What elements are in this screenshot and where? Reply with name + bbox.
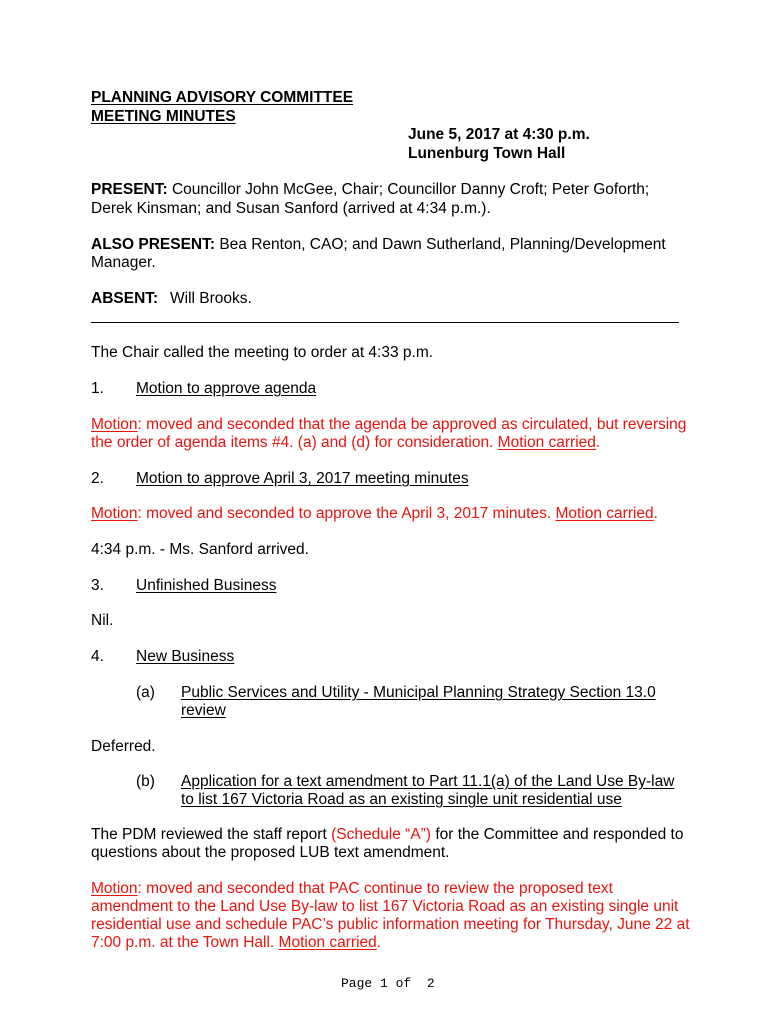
item-4a-label: (a) (136, 684, 155, 701)
motion-text: : moved and seconded that PAC continue to review the proposed text (137, 880, 613, 897)
paragraph-text: The PDM reviewed the staff report (91, 826, 332, 843)
separator-line (91, 322, 679, 323)
absent-label: ABSENT: (91, 290, 159, 307)
item-4a-title-2: review (181, 702, 226, 719)
motion-text: the order of agenda items #4. (a) and (d) for consideration. (91, 434, 498, 451)
motion-end: . (595, 434, 601, 451)
present-names-2: Derek Kinsman; and Susan Sanford (arrived at 4:34 p.m.). (91, 200, 491, 217)
also-present-names-2: Manager. (91, 254, 156, 271)
item-4b-motion-line-4 (91, 933, 381, 952)
present-line-1 (91, 180, 649, 199)
also-present-line-1 (91, 235, 666, 254)
item-4-number: 4. (91, 648, 104, 665)
item-4b-motion-line-3: residential use and schedule PAC’s public information meeting for Thursday, June 22 at (91, 916, 690, 933)
item-3-title: Unfinished Business (136, 577, 277, 594)
present-label: PRESENT: (91, 181, 168, 198)
motion-carried: Motion carried (555, 505, 654, 522)
item-1-motion-line-1 (91, 415, 686, 434)
absent-names: Will Brooks. (170, 290, 252, 307)
motion-carried: Motion carried (497, 434, 596, 451)
item-1-number: 1. (91, 380, 104, 397)
item-4b-motion-line-1 (91, 879, 613, 898)
minutes-title: MEETING MINUTES (91, 108, 236, 125)
item-4b-label: (b) (136, 773, 155, 790)
motion-end: . (376, 934, 382, 951)
item-4b-paragraph-line-1 (91, 825, 683, 844)
also-present-label: ALSO PRESENT: (91, 236, 216, 253)
present-names-1: Councillor John McGee, Chair; Councillor Danny Croft; Peter Goforth; (167, 181, 650, 198)
item-4-title: New Business (136, 648, 235, 665)
item-4b-paragraph-line-2: questions about the proposed LUB text amendment. (91, 844, 450, 861)
committee-title: PLANNING ADVISORY COMMITTEE (91, 89, 354, 106)
item-3-number: 3. (91, 577, 104, 594)
page-number: Page 1 of 2 (341, 976, 435, 991)
item-4b-motion-line-2: amendment to the Land Use By-law to list 167 Victoria Road as an existing single unit (91, 898, 679, 915)
paragraph-text: for the Committee and responded to (431, 826, 684, 843)
item-1-title: Motion to approve agenda (136, 380, 317, 397)
item-4b-title-1: Application for a text amendment to Part 11.1(a) of the Land Use By-law (181, 773, 675, 790)
meeting-location: Lunenburg Town Hall (408, 145, 566, 162)
motion-label: Motion (91, 416, 138, 433)
schedule-reference: (Schedule “A”) (331, 826, 432, 843)
motion-text: : moved and seconded to approve the April 3, 2017 minutes. (137, 505, 556, 522)
item-4a-body: Deferred. (91, 738, 156, 755)
motion-text: : moved and seconded that the agenda be approved as circulated, but reversing (137, 416, 687, 433)
motion-label: Motion (91, 880, 138, 897)
call-to-order: The Chair called the meeting to order at 4:33 p.m. (91, 344, 434, 361)
motion-text: 7:00 p.m. at the Town Hall. (91, 934, 279, 951)
item-2-title: Motion to approve April 3, 2017 meeting minutes (136, 470, 469, 487)
item-2-motion (91, 504, 658, 523)
meeting-date: June 5, 2017 at 4:30 p.m. (408, 126, 590, 143)
item-4a-title-1: Public Services and Utility - Municipal Planning Strategy Section 13.0 (181, 684, 656, 701)
item-3-body: Nil. (91, 612, 114, 629)
motion-label: Motion (91, 505, 138, 522)
item-4b-title-2: to list 167 Victoria Road as an existing single unit residential use (181, 791, 622, 808)
also-present-names-1: Bea Renton, CAO; and Dawn Sutherland, Planning/Development (215, 236, 666, 253)
motion-carried: Motion carried (278, 934, 377, 951)
item-1-motion-line-2 (91, 433, 600, 452)
motion-end: . (653, 505, 658, 522)
arrival-note: 4:34 p.m. - Ms. Sanford arrived. (91, 541, 309, 558)
item-2-number: 2. (91, 470, 104, 487)
